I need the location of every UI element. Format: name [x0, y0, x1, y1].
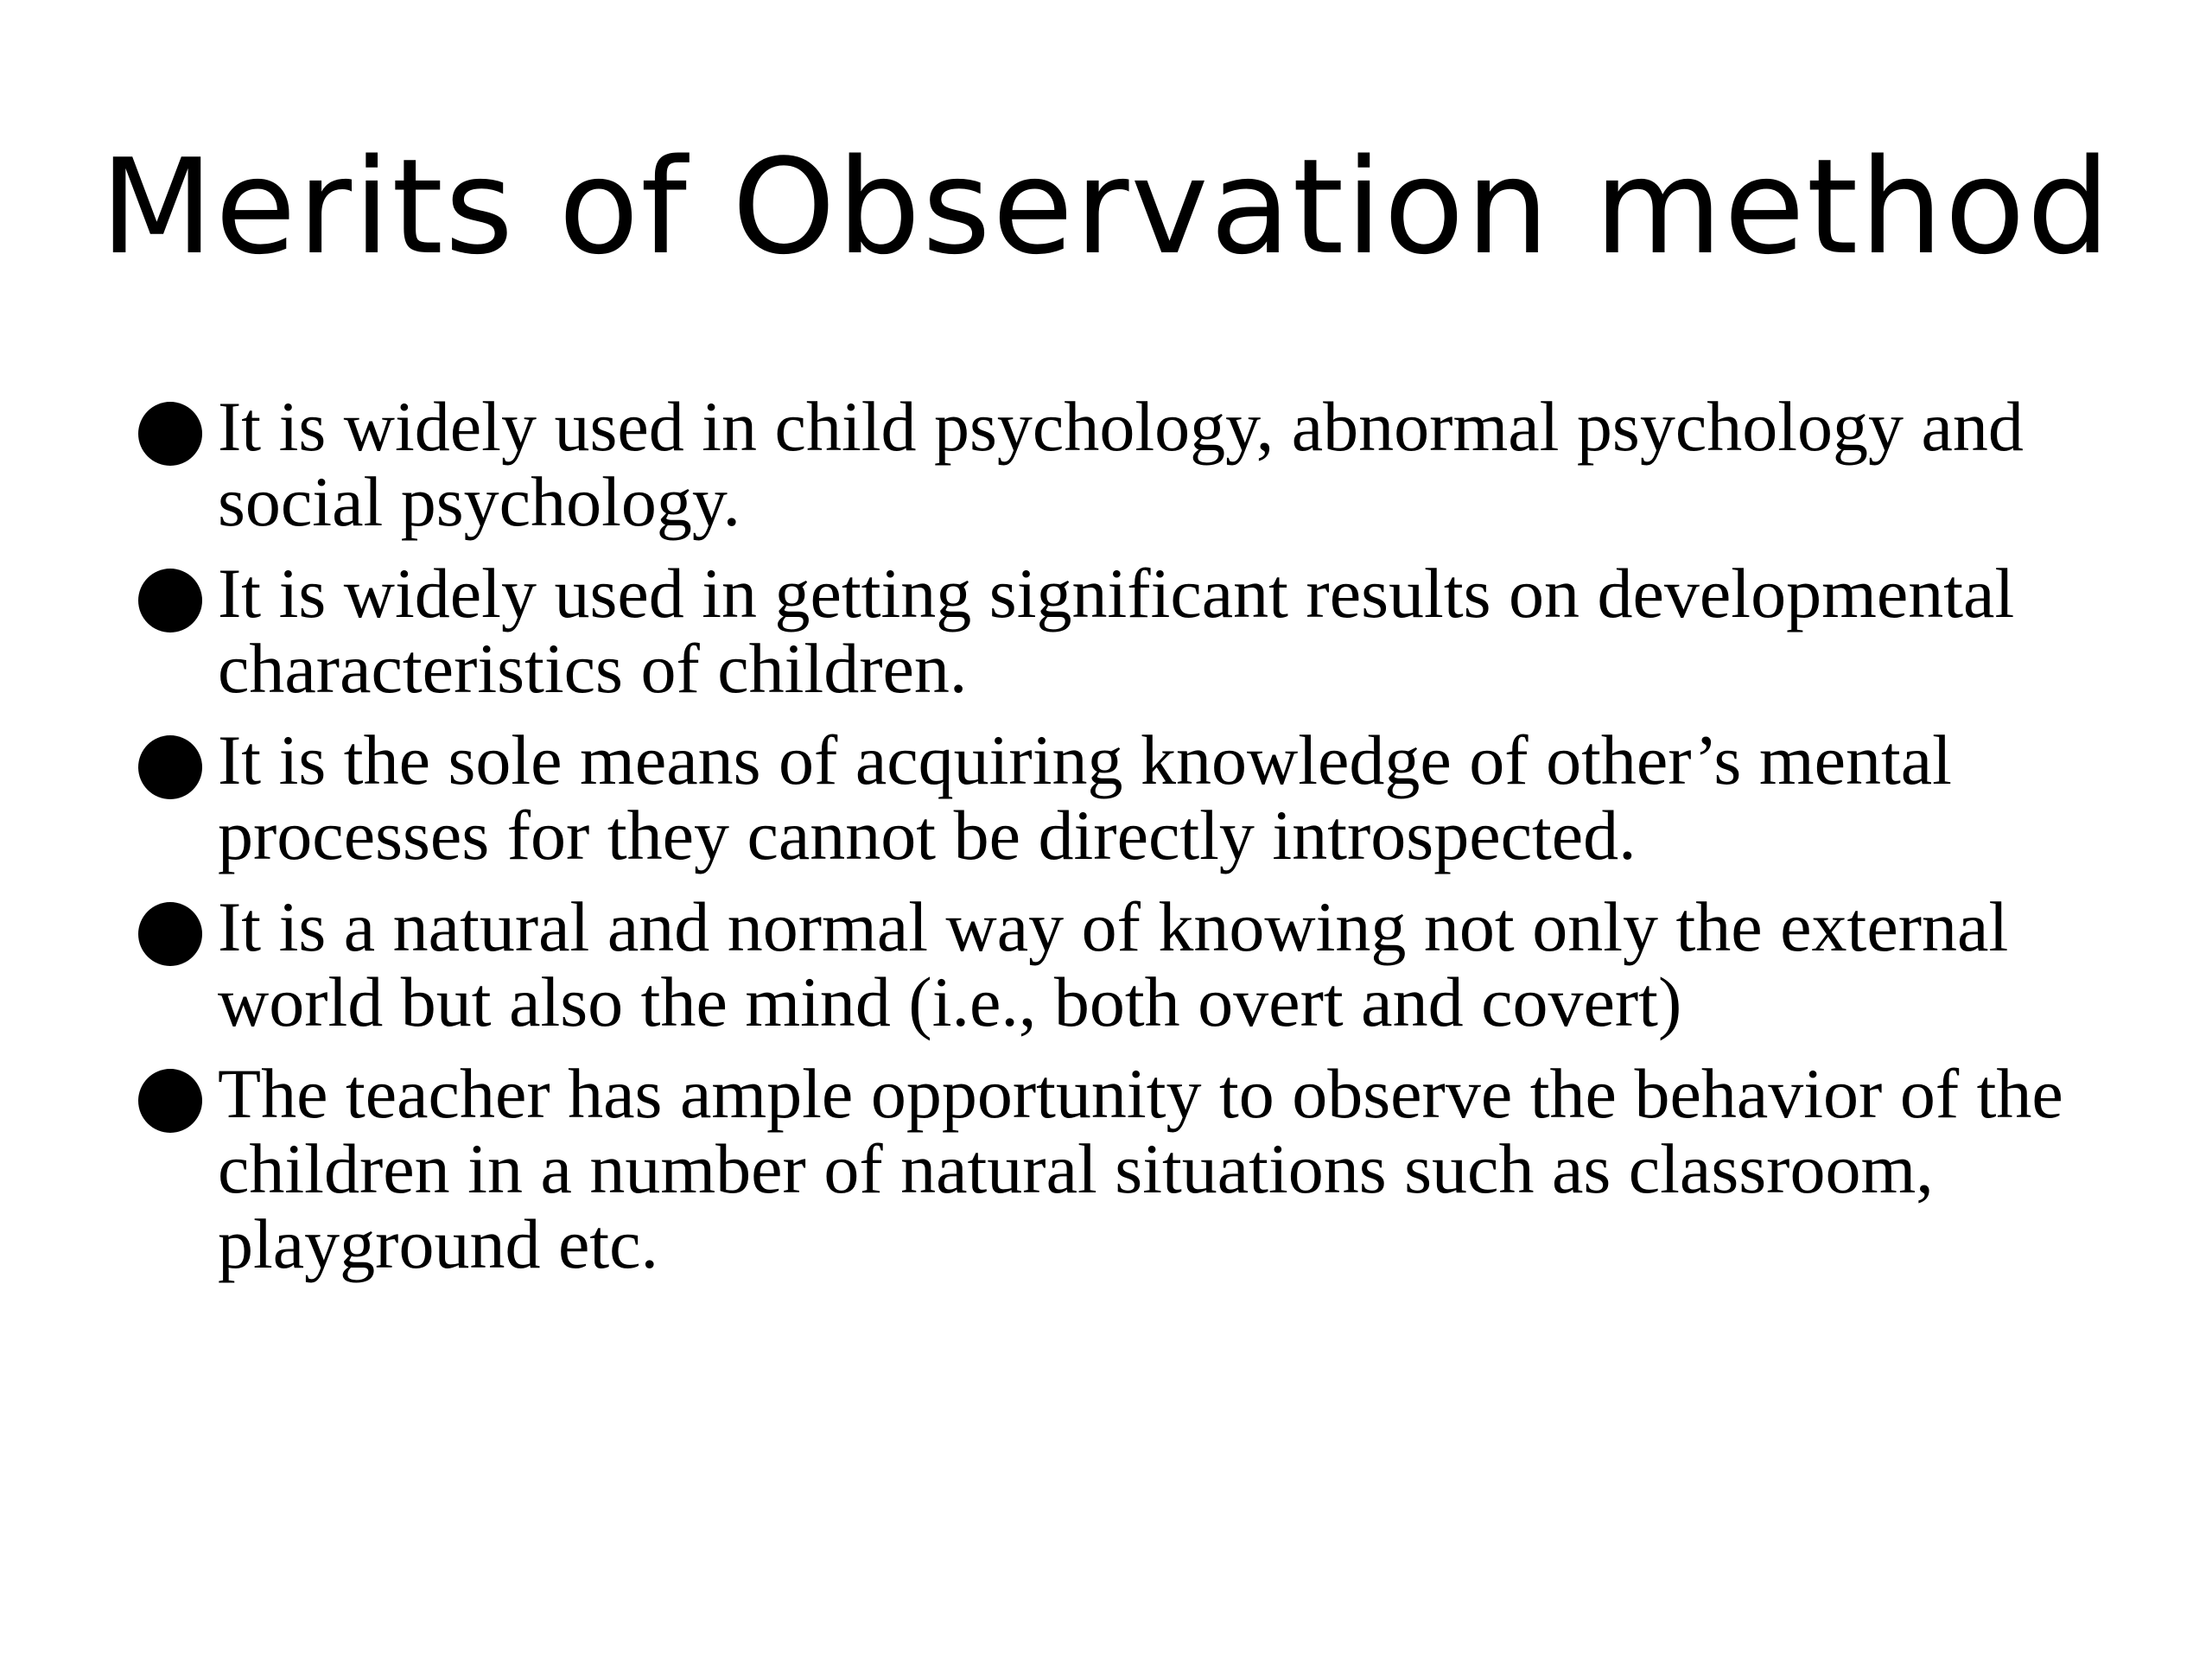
bullet-list: [138, 389, 2091, 1298]
bullet-circle-icon: [138, 402, 202, 466]
bullet-text: The teacher has ample opportunity to observe the behavior of the children in a number of natural situations such as classroom, playground etc.: [218, 1054, 2063, 1283]
bullet-circle-icon: [138, 902, 202, 966]
bullet-text: It is a natural and normal way of knowing not only the external world but also the mind (i.e., both overt and covert): [218, 887, 2009, 1041]
bullet-circle-icon: [138, 1069, 202, 1133]
bullet-item: [138, 389, 2091, 539]
slide-title: Merits of Observation method: [99, 130, 2113, 283]
bullet-text: It is the sole means of acquiring knowledge of other’s mental processes for they cannot be directly introspected.: [218, 721, 1952, 874]
bullet-item: [138, 889, 2091, 1039]
bullet-item: [138, 1056, 2091, 1281]
bullet-circle-icon: [138, 735, 202, 799]
bullet-text: It is widely used in child psychology, abnormal psychology and social psychology.: [218, 387, 2024, 541]
bullet-item: [138, 722, 2091, 873]
bullet-circle-icon: [138, 569, 202, 632]
bullet-text: It is widely used in getting significant results on developmental characteristics of children.: [218, 554, 2015, 708]
bullet-item: [138, 556, 2091, 706]
